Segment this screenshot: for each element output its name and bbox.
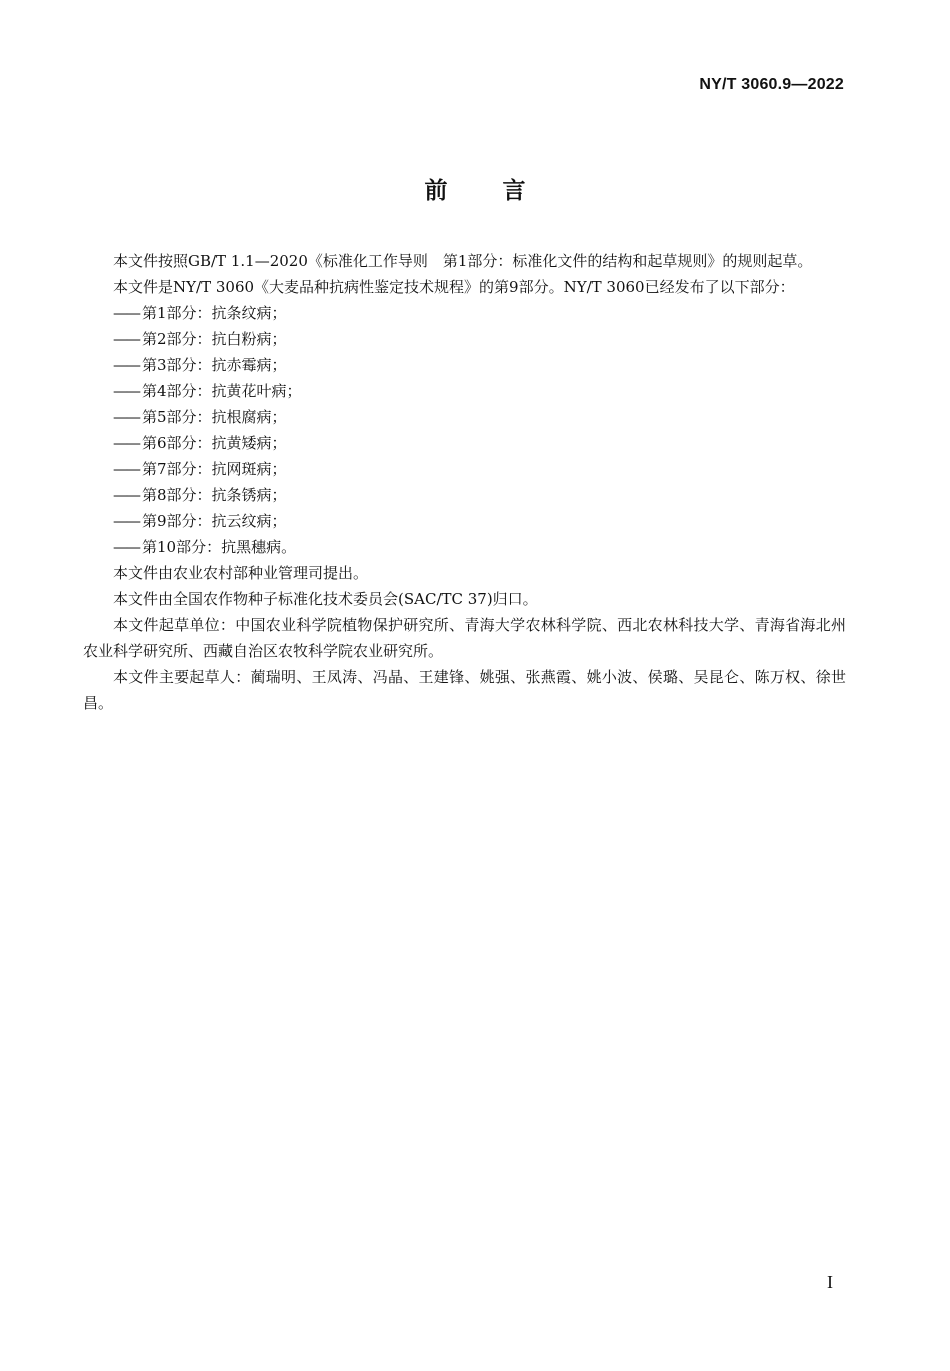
- page-number: I: [827, 1272, 833, 1292]
- paragraph-proposer: 本文件由农业农村部种业管理司提出。: [113, 564, 369, 582]
- document-body: [83, 248, 846, 716]
- list-item: [83, 456, 846, 482]
- parts-list: [83, 300, 846, 560]
- list-item: [83, 378, 846, 404]
- list-dash: ——: [113, 408, 139, 426]
- list-item-text: 第4部分：抗黄花叶病；: [142, 382, 302, 400]
- list-item-text: 第8部分：抗条锈病；: [142, 486, 287, 504]
- list-item-text: 第7部分：抗网斑病；: [142, 460, 287, 478]
- list-item-text: 第6部分：抗黄矮病；: [142, 434, 287, 452]
- paragraph-drafting-rules: 本文件按照GB/T 1.1—2020《标准化工作导则 第1部分：标准化文件的结构和起草规则》的规则起草。: [113, 252, 813, 270]
- paragraph-series-intro: 本文件是NY/T 3060《大麦品种抗病性鉴定技术规程》的第9部分。NY/T 3060已经发布了以下部分：: [113, 278, 795, 296]
- list-item-text: 第3部分：抗赤霉病；: [142, 356, 287, 374]
- standard-code: NY/T 3060.9—2022: [699, 76, 844, 93]
- list-item-text: 第10部分：抗黑穗病。: [142, 538, 297, 556]
- list-item: [83, 430, 846, 456]
- list-dash: ——: [113, 382, 139, 400]
- list-item-text: 第5部分：抗根腐病；: [142, 408, 287, 426]
- list-dash: ——: [113, 356, 139, 374]
- paragraph-drafting-units: 本文件起草单位：中国农业科学院植物保护研究所、青海大学农林科学院、西北农林科技大学、青海省海北州农业科学研究所、西藏自治区农牧科学院农业研究所。: [83, 616, 846, 660]
- list-item: [83, 404, 846, 430]
- list-dash: ——: [113, 330, 139, 348]
- paragraph-technical-committee: 本文件由全国农作物种子标准化技术委员会(SAC/TC 37)归口。: [113, 590, 538, 608]
- list-dash: ——: [113, 538, 139, 556]
- page-title: 前言: [424, 178, 581, 204]
- list-item: [83, 508, 846, 534]
- list-item: [83, 352, 846, 378]
- list-item-text: 第1部分：抗条纹病；: [142, 304, 287, 322]
- list-dash: ——: [113, 512, 139, 530]
- list-dash: ——: [113, 460, 139, 478]
- list-dash: ——: [113, 486, 139, 504]
- list-item: [83, 326, 846, 352]
- list-item: [83, 482, 846, 508]
- paragraph-drafters: 本文件主要起草人：蔺瑞明、王凤涛、冯晶、王建锋、姚强、张燕霞、姚小波、侯璐、吴昆仑、陈万权、徐世昌。: [83, 668, 846, 712]
- list-dash: ——: [113, 434, 139, 452]
- list-item: [83, 300, 846, 326]
- list-item: [83, 534, 846, 560]
- list-dash: ——: [113, 304, 139, 322]
- list-item-text: 第9部分：抗云纹病；: [142, 512, 287, 530]
- list-item-text: 第2部分：抗白粉病；: [142, 330, 287, 348]
